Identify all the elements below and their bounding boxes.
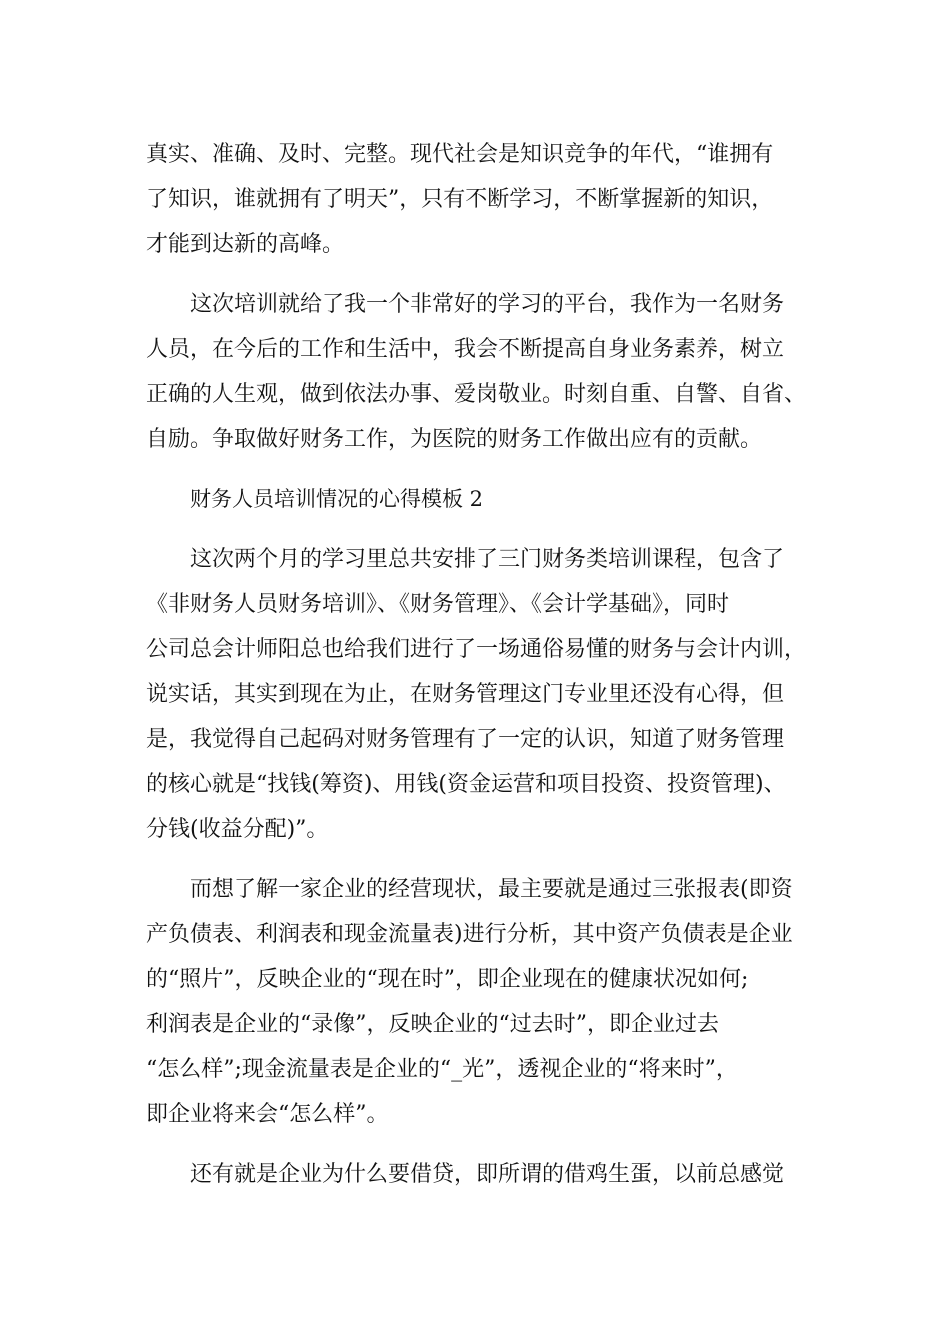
paragraph-spacer bbox=[146, 1137, 836, 1152]
text-line: 而想了解一家企业的经营现状，最主要就是通过三张报表(即资 bbox=[190, 877, 793, 902]
text-line: 正确的人生观，做到依法办事、爱岗敬业。时刻自重、自警、自省、 bbox=[146, 382, 807, 407]
text-line: 还有就是企业为什么要借贷，即所谓的借鸡生蛋，以前总感觉 bbox=[190, 1162, 785, 1187]
text-line: 了知识，谁就拥有了明天”，只有不断学习，不断掌握新的知识， bbox=[146, 187, 774, 212]
text-line: 说实话，其实到现在为止，在财务管理这门专业里还没有心得，但 bbox=[146, 682, 785, 707]
paragraph bbox=[146, 867, 836, 1137]
heading-text: 财务人员培训情况的心得模板 2 bbox=[190, 487, 484, 511]
paragraph bbox=[146, 282, 836, 462]
paragraph-spacer bbox=[146, 462, 836, 477]
paragraph-spacer bbox=[146, 852, 836, 867]
text-line: 《非财务人员财务培训》、《财务管理》、《会计学基础》，同时 bbox=[146, 592, 730, 617]
text-line: 的“照片”，反映企业的“现在时”，即企业现在的健康状况如何; bbox=[146, 967, 749, 992]
text-line: 产负债表、利润表和现金流量表)进行分析，其中资产负债表是企业 bbox=[146, 922, 793, 947]
paragraph bbox=[146, 132, 836, 267]
text-line: 利润表是企业的“录像”，反映企业的“过去时”，即企业过去 bbox=[146, 1012, 719, 1037]
text-line: 才能到达新的高峰。 bbox=[146, 232, 345, 257]
text-line: 公司总会计师阳总也给我们进行了一场通俗易懂的财务与会计内训， bbox=[146, 637, 807, 662]
text-line: 人员，在今后的工作和生活中，我会不断提高自身业务素养，树立 bbox=[146, 337, 785, 362]
section-heading bbox=[146, 477, 836, 522]
text-line: 自励。争取做好财务工作，为医院的财务工作做出应有的贡献。 bbox=[146, 427, 763, 452]
paragraph bbox=[146, 1152, 836, 1197]
text-line: 真实、准确、及时、完整。现代社会是知识竞争的年代，“谁拥有 bbox=[146, 142, 774, 167]
text-line: 是，我觉得自己起码对财务管理有了一定的认识，知道了财务管理 bbox=[146, 727, 785, 752]
text-line: 即企业将来会“怎么样”。 bbox=[146, 1102, 389, 1127]
text-line: 这次培训就给了我一个非常好的学习的平台，我作为一名财务 bbox=[190, 292, 785, 317]
text-line: 的核心就是“找钱(筹资)、用钱(资金运营和项目投资、投资管理)、 bbox=[146, 772, 786, 797]
document-body bbox=[146, 132, 836, 1197]
text-line: 这次两个月的学习里总共安排了三门财务类培训课程，包含了 bbox=[190, 547, 785, 572]
text-line: 分钱(收益分配)”。 bbox=[146, 817, 329, 842]
paragraph bbox=[146, 537, 836, 852]
paragraph-spacer bbox=[146, 267, 836, 282]
paragraph-spacer bbox=[146, 522, 836, 537]
text-line: “怎么样”;现金流量表是企业的“_光”，透视企业的“将来时”， bbox=[146, 1057, 738, 1082]
